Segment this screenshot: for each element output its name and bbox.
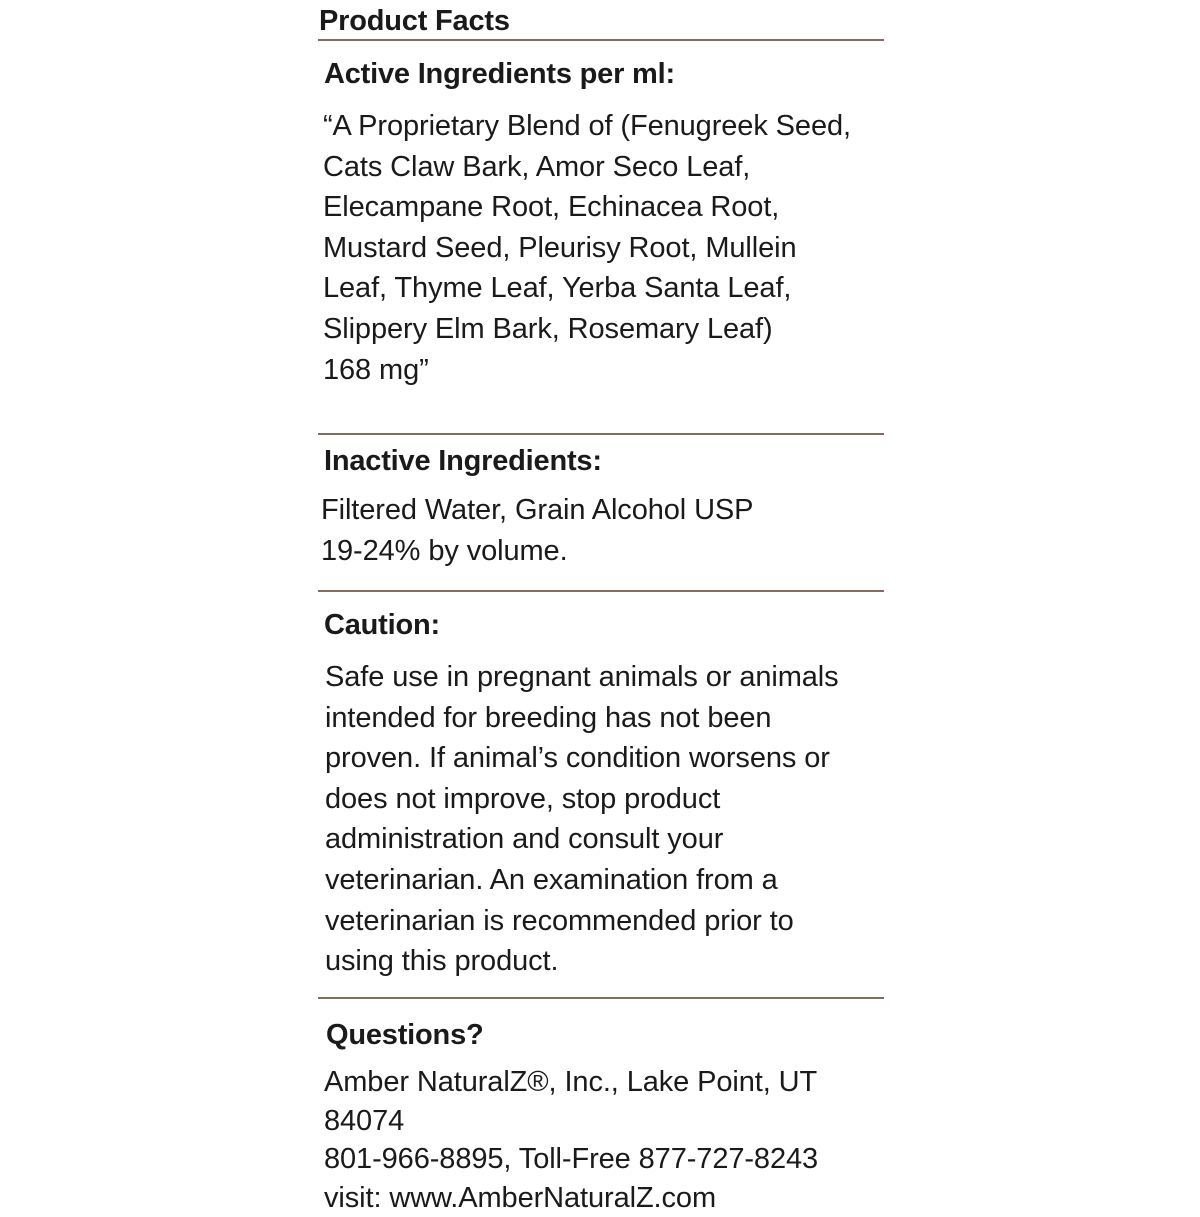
product-facts-title: Product Facts (319, 5, 510, 37)
inactive-ingredients-heading: Inactive Ingredients: (324, 445, 602, 477)
divider (318, 433, 884, 435)
divider (318, 590, 884, 592)
questions-heading: Questions? (326, 1019, 484, 1051)
contact-info-text: Amber NaturalZ®, Inc., Lake Point, UT 84074 801-966-8895, Toll-Free 877-727-8243 visit: www.AmberNaturalZ.com (324, 1066, 819, 1214)
divider (318, 39, 884, 41)
inactive-ingredients-text: Filtered Water, Grain Alcohol USP 19-24% by volume. (321, 494, 754, 567)
caution-text: Safe use in pregnant animals or animals intended for breeding has not been proven. If animal’s condition worsens or does not improve, stop product administration and consult your veterinarian. An examination from a veterinarian is recommended prior to using this product. (325, 661, 839, 978)
active-ingredients-text: “A Proprietary Blend of (Fenugreek Seed, Cats Claw Bark, Amor Seco Leaf, Elecampane Root, Echinacea Root, Mustard Seed, Pleurisy Root, Mullein Leaf, Thyme Leaf, Yerba Santa Leaf, Slippery Elm Bark, Rosemary Leaf) 168 mg” (323, 110, 851, 386)
divider (318, 997, 884, 999)
product-facts-panel (318, 0, 884, 1214)
active-ingredients-heading: Active Ingredients per ml: (324, 58, 675, 90)
caution-heading: Caution: (324, 609, 440, 641)
